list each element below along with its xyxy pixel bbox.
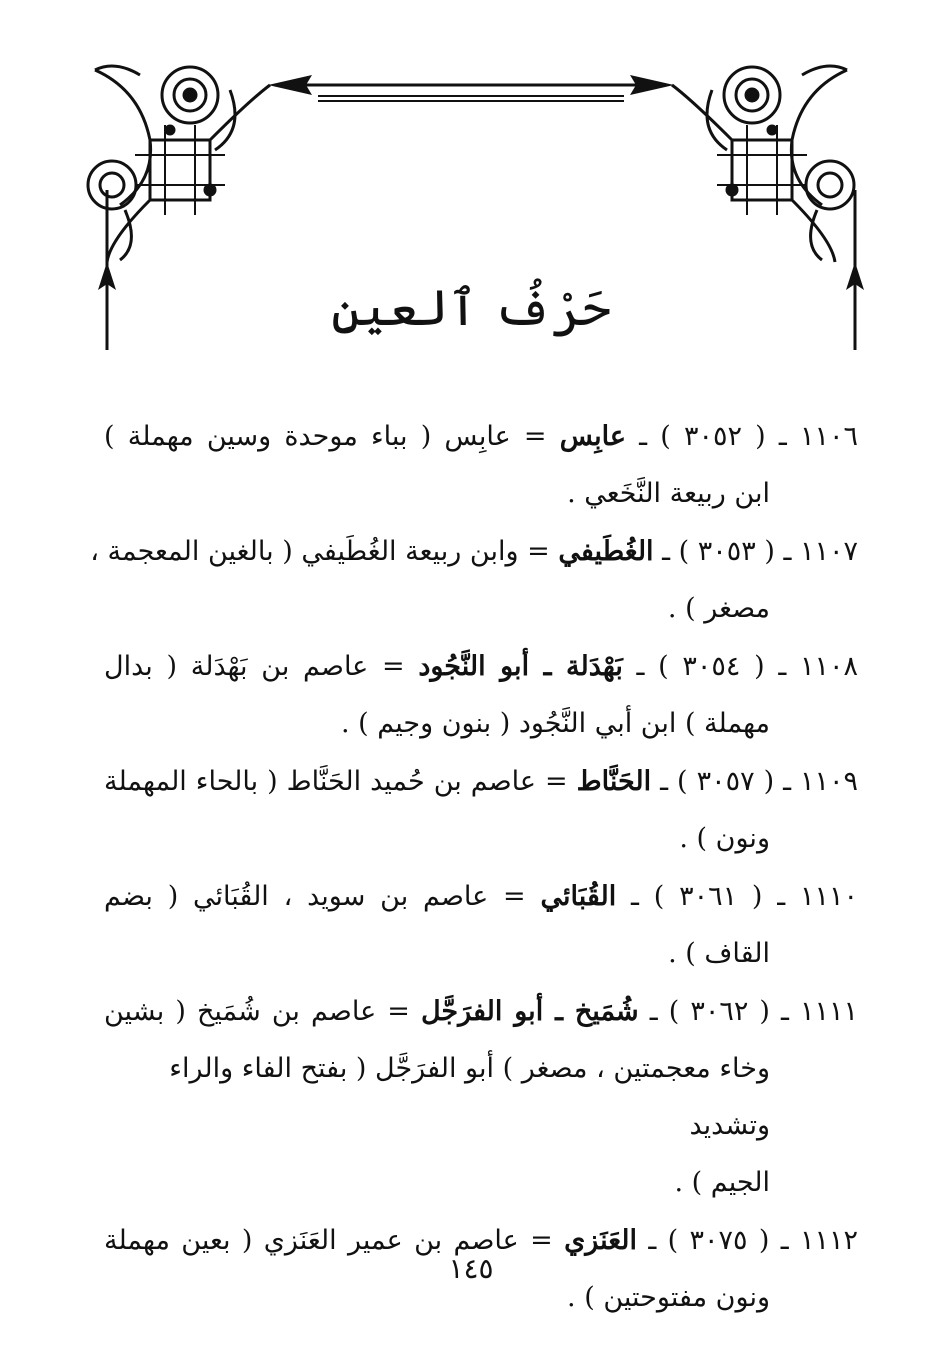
entry-text: = عاصم بن سويد ، القُبَائي ( بضم [104, 881, 526, 912]
arrow-left-icon [268, 75, 312, 95]
entry-number: ١١٠٩ [800, 766, 859, 797]
entry-headword: الغُطَيفي [558, 536, 654, 567]
entry-continuation: الجيم ) . [674, 1167, 770, 1198]
entry-ref: ( ٣٠٦٢ ) [668, 996, 770, 1027]
entry-first-line: ١١١٢ ـ ( ٣٠٧٥ ) ـ العَنَزي = عاصم بن عمير العَنَزي ( بعين مهملة [104, 1225, 858, 1256]
entry-number: ١١١١ [800, 996, 859, 1027]
entry-headword: عابِس [559, 421, 626, 452]
entry-first-line: ١١٠٩ ـ ( ٣٠٥٧ ) ـ الحَنَّاط = عاصم بن حُميد الحَنَّاط ( بالحاء المهملة [104, 766, 859, 797]
entry-text: = عاصم بن حُميد الحَنَّاط ( بالحاء المهملة [104, 766, 568, 797]
entry-first-line: ١١٠٨ ـ ( ٣٠٥٤ ) ـ بَهْدَلة ـ أبو النَّجُود = عاصم بن بَهْدَلة ( بدال [104, 651, 858, 682]
entry-continuation: القاف ) . [668, 938, 770, 969]
entry [104, 408, 858, 522]
entry-number: ١١١٢ [799, 1225, 858, 1256]
entry-ref: ( ٣٠٥٧ ) [677, 766, 775, 797]
entry-continuation: وخاء معجمتين ، مصغر ) أبو الفرَجَّل ( بفتح الفاء والراء وتشديد [169, 1053, 770, 1141]
entry-text: = وابن ربيعة الغُطَيفي ( بالغين المعجمة ، [90, 536, 550, 567]
entry-continuation: ابن ربيعة النَّخَعي . [567, 478, 770, 509]
page-number: ١٤٥ [448, 1252, 494, 1285]
entry [90, 523, 858, 637]
entry-headword: القُبَائي [540, 881, 617, 912]
entry-first-line: ١١٠٦ ـ ( ٣٠٥٢ ) ـ عابِس = عابِس ( بباء موحدة وسين مهملة ) [104, 421, 859, 452]
entry-text: = عاصم بن شُمَيخ ( بشين [104, 996, 410, 1027]
entry-headword: العَنَزي [564, 1225, 637, 1256]
arrow-right-icon [630, 75, 674, 95]
entry-first-line: ١١١١ ـ ( ٣٠٦٢ ) ـ شُمَيخ ـ أبو الفرَجَّل = عاصم بن شُمَيخ ( بشين [104, 996, 859, 1027]
entry-number: ١١٠٨ [799, 651, 858, 682]
chapter-title: حَرْفُ ٱلعينِ [331, 279, 611, 337]
entry-continuation: مصغر ) . [667, 593, 770, 624]
right-corner-ornament [672, 66, 854, 262]
entry-first-line: ١١١٠ ـ ( ٣٠٦١ ) ـ القُبَائي = عاصم بن سويد ، القُبَائي ( بضم [104, 881, 859, 912]
entry [104, 638, 858, 752]
left-corner-ornament [88, 66, 270, 262]
entry-number: ١١٠٦ [800, 421, 859, 452]
entry-ref: ( ٣٠٥٢ ) [660, 421, 766, 452]
entry [104, 983, 858, 1211]
entry-text: = عاصم بن عمير العَنَزي ( بعين مهملة [104, 1225, 553, 1256]
entry-text: = عابِس ( بباء موحدة وسين مهملة ) [104, 421, 547, 452]
entry-ref: ( ٣٠٦١ ) [653, 881, 763, 912]
entry [104, 753, 858, 867]
entry-headword: شُمَيخ ـ أبو الفرَجَّل [420, 996, 639, 1027]
entry [104, 868, 858, 982]
entry-first-line: ١١٠٧ ـ ( ٣٠٥٣ ) ـ الغُطَيفي = وابن ربيعة الغُطَيفي ( بالغين المعجمة ، [90, 536, 858, 567]
entry-continuation: ونون مفتوحتين ) . [567, 1282, 770, 1313]
entry-ref: ( ٣٠٥٤ ) [658, 651, 765, 682]
entries-list [90, 408, 859, 1327]
entry-ref: ( ٣٠٥٣ ) [678, 536, 775, 567]
entry-continuation: مهملة ) ابن أبي النَّجُود ( بنون وجيم ) . [340, 708, 770, 739]
entry-headword: الحَنَّاط [576, 766, 652, 797]
entry-text: = عاصم بن بَهْدَلة ( بدال [104, 651, 405, 682]
entry-ref: ( ٣٠٧٥ ) [667, 1225, 770, 1256]
entry-headword: بَهْدَلة ـ أبو النَّجُود [418, 651, 623, 682]
entry-continuation: ونون ) . [679, 823, 770, 854]
entry-number: ١١٠٧ [799, 536, 858, 567]
entry-number: ١١١٠ [800, 881, 859, 912]
